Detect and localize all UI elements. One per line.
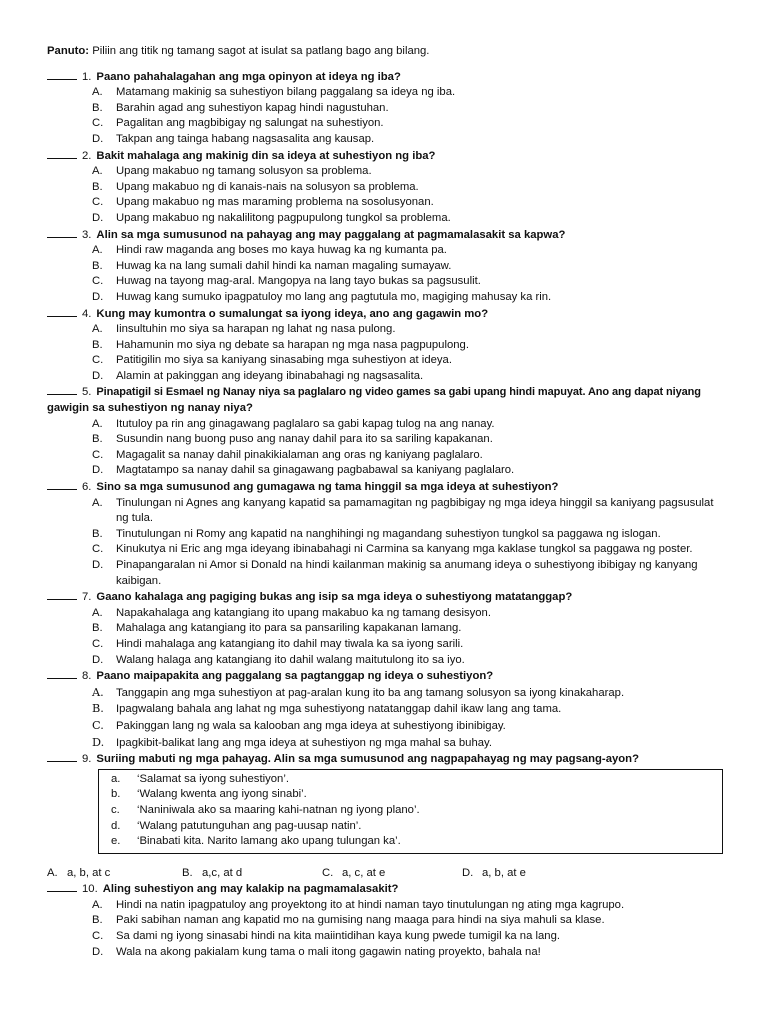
- question-6: [47, 479, 768, 589]
- statement-letter: a.: [111, 772, 121, 785]
- option-d: [92, 290, 768, 306]
- answer-blank[interactable]: [47, 306, 77, 317]
- option-c: [92, 637, 768, 653]
- option-text: Pinapangaralan ni Amor si Donald na hindi kailanman makinig sa anumang ideya o suhestiyong ibibigay ng kanyang kaibigan.: [116, 559, 698, 587]
- option-d: [92, 558, 768, 589]
- option-c: [92, 448, 768, 464]
- choice-b: [182, 866, 322, 882]
- question-number: 1.: [82, 70, 92, 83]
- options-list: [92, 496, 768, 590]
- option-text: Matamang makinig sa suhestiyon bilang paggalang sa ideya ng iba.: [116, 86, 456, 99]
- option-text: Ipagwalang bahala ang lahat ng mga suhestiyong natatanggap dahil ikaw lang ang tama.: [116, 703, 562, 716]
- option-text: Upang makabuo ng tamang solusyon sa problema.: [116, 165, 372, 178]
- option-text: Huwag ka na lang sumali dahil hindi ka naman magaling sumayaw.: [116, 259, 452, 272]
- option-letter: C.: [92, 275, 104, 288]
- option-a: [92, 243, 768, 259]
- question-text: Pinapatigil si Esmael ng Nanay niya sa paglalaro ng video games sa gabi upang hindi mapuyat. Ano ang dapat niyang: [96, 386, 701, 399]
- choice-text: a, c, at e: [342, 866, 386, 879]
- answer-blank[interactable]: [47, 668, 77, 679]
- option-c: [92, 195, 768, 211]
- option-letter: B.: [92, 702, 104, 716]
- option-letter: D.: [92, 945, 104, 958]
- option-text: Paki sabihan naman ang kapatid mo na gumising nang maaga para hindi na siya mahuli sa klase.: [116, 914, 605, 927]
- choice-letter: C.: [322, 866, 334, 879]
- statement-text: ‘Binabati kita. Narito lamang ako upang tulungan ka’.: [137, 835, 401, 848]
- question-7: [47, 589, 768, 668]
- option-text: Upang makabuo ng nakalilitong pagpupulong tungkol sa problema.: [116, 211, 451, 224]
- option-letter: C.: [92, 718, 104, 732]
- option-a: [92, 85, 768, 101]
- options-list: [92, 85, 768, 147]
- question-number: 2.: [82, 149, 92, 162]
- option-text: Takpan ang tainga habang nagsasalita ang kausap.: [116, 132, 375, 145]
- option-letter: D.: [92, 132, 104, 145]
- option-d: [92, 653, 768, 669]
- choice-letter: B.: [182, 866, 193, 879]
- option-text: Huwag kang sumuko ipagpatuloy mo lang ang pagtutula mo, magiging mahusay ka rin.: [116, 290, 552, 303]
- statement-d: [111, 819, 722, 835]
- option-b: [92, 338, 768, 354]
- option-letter: B.: [92, 433, 103, 446]
- option-text: Walang halaga ang katangiang ito dahil walang maitutulong ito sa iyo.: [116, 653, 465, 666]
- option-text: Tinulungan ni Agnes ang kanyang kapatid sa pamamagitan ng pagbibigay ng mga ideya hinggil sa kaniyang pagsusulat ng tula.: [116, 496, 714, 525]
- option-letter: D.: [92, 559, 104, 571]
- option-b: [92, 259, 768, 275]
- choice-text: a, b, at e: [482, 866, 526, 879]
- option-d: [92, 463, 768, 479]
- option-text: Pakinggan lang ng wala sa kalooban ang mga ideya at suhestiyong ibinibigay.: [116, 719, 506, 732]
- question-text: Suriing mabuti ng mga pahayag. Alin sa mga sumusunod ang nagpapahayag ng may pagsang-ayon?: [96, 753, 639, 766]
- option-text: Magagalit sa nanay dahil pinakikialaman ang oras ng kaniyang paglalaro.: [116, 448, 483, 461]
- choice-text: a,c, at d: [202, 866, 243, 879]
- question-10: [47, 881, 768, 960]
- statements-box: [98, 769, 723, 854]
- option-text: Barahin agad ang suhestiyon kapag hindi nagustuhan.: [116, 101, 389, 114]
- option-text: Sa dami ng iyong sinasabi hindi na kita maiintidihan kaya kung pwede tumigil ka na lang.: [116, 930, 560, 943]
- option-a: [92, 685, 768, 702]
- answer-blank[interactable]: [47, 148, 77, 159]
- option-letter: C.: [92, 117, 104, 130]
- options-list: [92, 164, 768, 226]
- option-text: Tanggapin ang mga suhestiyon at pag-aralan kung ito ba ang tamang solusyon sa iyong kinakaharap.: [116, 686, 625, 699]
- option-letter: A.: [92, 606, 103, 619]
- option-letter: A.: [92, 898, 103, 911]
- option-letter: B.: [92, 622, 103, 635]
- option-a: [92, 496, 768, 527]
- question-number: 6.: [82, 481, 92, 494]
- option-letter: A.: [92, 323, 103, 336]
- question-number: 5.: [82, 386, 92, 399]
- option-letter: D.: [92, 464, 104, 477]
- option-d: [92, 132, 768, 148]
- question-2: [47, 148, 768, 227]
- option-d: [92, 945, 768, 961]
- option-letter: C.: [92, 543, 104, 556]
- statement-b: [111, 787, 722, 803]
- option-text: Napakahalaga ang katangiang ito upang makabuo ka ng tamang desisyon.: [116, 606, 491, 619]
- option-letter: C.: [92, 930, 104, 943]
- option-letter: D.: [92, 653, 104, 666]
- option-letter: C.: [92, 354, 104, 367]
- statement-text: ‘Salamat sa iyong suhestiyon’.: [137, 772, 289, 785]
- option-b: [92, 701, 768, 718]
- question-text: Gaano kahalaga ang pagiging bukas ang isip sa mga ideya o suhestiyong matatanggap?: [96, 591, 573, 604]
- instructions-label: Panuto:: [47, 45, 90, 57]
- question-text: Paano maipapakita ang paggalang sa pagtanggap ng ideya o suhestiyon?: [96, 670, 494, 683]
- option-a: [92, 164, 768, 180]
- question-number: 7.: [82, 591, 92, 604]
- option-text: Hindi raw maganda ang boses mo kaya huwag ka ng kumanta pa.: [116, 244, 447, 257]
- option-c: [92, 542, 768, 558]
- option-c: [92, 718, 768, 735]
- option-letter: D.: [92, 735, 105, 749]
- option-letter: D.: [92, 290, 104, 303]
- answer-choices: [47, 866, 768, 882]
- option-text: Itutuloy pa rin ang ginagawang paglalaro sa gabi kapag tulog na ang nanay.: [116, 417, 495, 430]
- option-letter: A.: [92, 165, 103, 178]
- option-text: Kinukutya ni Eric ang mga ideyang ibinabahagi ni Carmina sa kanyang mga kaklase tungkol sa paggawa ng poster.: [116, 543, 693, 556]
- choice-c: [322, 866, 462, 882]
- choice-a: [47, 866, 182, 882]
- question-5: [47, 384, 768, 479]
- statement-text: ‘Naniniwala ako sa maaring kahi-natnan ng iyong plano’.: [137, 803, 420, 816]
- question-8: [47, 668, 768, 751]
- option-d: [92, 735, 768, 752]
- instructions-text: Piliin ang titik ng tamang sagot at isulat sa patlang bago ang bilang.: [92, 45, 430, 57]
- options-list: [92, 243, 768, 305]
- statement-e: [111, 834, 722, 850]
- question-number: 8.: [82, 670, 92, 683]
- question-text: Aling suhestiyon ang may kalakip na pagmamalasakit?: [102, 883, 399, 896]
- choice-letter: A.: [47, 866, 58, 879]
- option-a: [92, 898, 768, 914]
- options-list: [92, 417, 768, 479]
- choice-letter: D.: [462, 866, 474, 879]
- answer-blank[interactable]: [47, 881, 77, 892]
- choice-d: [462, 866, 526, 882]
- question-text: Bakit mahalaga ang makinig din sa ideya at suhestiyon ng iba?: [96, 149, 436, 162]
- answer-blank[interactable]: [47, 589, 77, 600]
- question-number: 10.: [82, 883, 98, 896]
- answer-blank[interactable]: [47, 751, 77, 762]
- option-text: Magtatampo sa nanay dahil sa ginagawang pagbabawal sa kaniyang paglalaro.: [116, 464, 515, 477]
- question-4: [47, 306, 768, 385]
- option-letter: C.: [92, 637, 104, 650]
- statement-text: ‘Walang kwenta ang iyong sinabi’.: [137, 788, 307, 801]
- question-number: 3.: [82, 228, 92, 241]
- option-c: [92, 274, 768, 290]
- question-number: 9.: [82, 753, 92, 766]
- option-letter: D.: [92, 211, 104, 224]
- option-text: Hindi na natin ipagpatuloy ang proyektong ito at hindi naman tayo tinutulungan ng ating mga kagrupo.: [116, 898, 625, 911]
- option-text: Upang makabuo ng mas maraming problema na sosolusyonan.: [116, 196, 434, 209]
- question-text: Paano pahahalagahan ang mga opinyon at ideya ng iba?: [96, 70, 401, 83]
- answer-blank[interactable]: [47, 479, 77, 490]
- question-text: Sino sa mga sumusunod ang gumagawa ng tama hinggil sa mga ideya at suhestiyon?: [96, 481, 559, 494]
- options-list: [92, 606, 768, 668]
- option-a: [92, 606, 768, 622]
- answer-blank[interactable]: [47, 227, 77, 238]
- option-text: Tinutulungan ni Romy ang kapatid na nanghihingi ng magandang suhestiyon tungkol sa paggawa ng islogan.: [116, 527, 661, 540]
- statement-letter: c.: [111, 803, 120, 816]
- options-list: [92, 322, 768, 384]
- option-letter: B.: [92, 259, 103, 272]
- options-list: [92, 685, 768, 751]
- question-number: 4.: [82, 307, 92, 320]
- option-text: Ipagkibit-balikat lang ang mga ideya at suhestiyon ng mga mahal sa buhay.: [116, 736, 492, 749]
- options-list: [92, 898, 768, 960]
- instructions: [47, 44, 768, 60]
- option-a: [92, 322, 768, 338]
- option-text: Patitigilin mo siya sa kaniyang sinasabing mga suhestiyon at ideya.: [116, 354, 452, 367]
- option-letter: A.: [92, 417, 103, 430]
- answer-blank[interactable]: [47, 384, 77, 395]
- question-9: [47, 751, 768, 768]
- statement-letter: e.: [111, 835, 121, 848]
- option-letter: C.: [92, 448, 104, 461]
- option-text: Huwag na tayong mag-aral. Mangopya na lang tayo bukas sa pagsusulit.: [116, 275, 481, 288]
- answer-blank[interactable]: [47, 69, 77, 80]
- statement-a: [111, 772, 722, 788]
- option-letter: A.: [92, 685, 104, 699]
- option-text: Susundin nang buong puso ang nanay dahil para ito sa sariling kapakanan.: [116, 433, 493, 446]
- option-letter: D.: [92, 369, 104, 382]
- option-letter: A.: [92, 86, 103, 99]
- statement-letter: b.: [111, 788, 121, 801]
- option-letter: C.: [92, 196, 104, 209]
- option-d: [92, 369, 768, 385]
- option-b: [92, 913, 768, 929]
- option-letter: B.: [92, 338, 103, 351]
- option-letter: A.: [92, 244, 103, 257]
- statement-text: ‘Walang patutunguhan ang pag-uusap natin’.: [137, 819, 362, 832]
- question-3: [47, 227, 768, 306]
- option-text: Upang makabuo ng di kanais-nais na solusyon sa problema.: [116, 180, 419, 193]
- option-c: [92, 929, 768, 945]
- question-text: Kung may kumontra o sumalungat sa iyong ideya, ano ang gagawin mo?: [96, 307, 489, 320]
- option-text: Alamin at pakinggan ang ideyang ibinabahagi ng nagsasalita.: [116, 369, 424, 382]
- option-b: [92, 621, 768, 637]
- option-b: [92, 180, 768, 196]
- option-text: Wala na akong pakialam kung tama o mali itong gagawin nating proyekto, bahala na!: [116, 945, 541, 958]
- option-letter: B.: [92, 527, 103, 540]
- option-d: [92, 211, 768, 227]
- option-text: Hahamunin mo siya ng debate sa harapan ng mga nasa pagpupulong.: [116, 338, 469, 351]
- question-1: [47, 69, 768, 148]
- option-text: Iinsultuhin mo siya sa harapan ng lahat ng nasa pulong.: [116, 323, 396, 336]
- option-letter: B.: [92, 180, 103, 193]
- option-letter: B.: [92, 101, 103, 114]
- option-b: [92, 101, 768, 117]
- option-letter: A.: [92, 496, 103, 509]
- option-text: Pagalitan ang magbibigay ng salungat na suhestiyon.: [116, 117, 384, 130]
- option-b: [92, 527, 768, 543]
- statement-c: [111, 803, 722, 819]
- option-text: Hindi mahalaga ang katangiang ito dahil may tiwala ka sa iyong sarili.: [116, 637, 464, 650]
- question-text: Alin sa mga sumusunod na pahayag ang may paggalang at pagmamalasakit sa kapwa?: [96, 228, 566, 241]
- option-letter: B.: [92, 914, 103, 927]
- choice-text: a, b, at c: [67, 866, 111, 879]
- option-c: [92, 116, 768, 132]
- statement-letter: d.: [111, 819, 121, 832]
- option-a: [92, 417, 768, 433]
- option-c: [92, 353, 768, 369]
- question-text-continued: gawigin sa suhestiyon ng nanay niya?: [47, 402, 253, 415]
- option-text: Mahalaga ang katangiang ito para sa pansariling kapakanan lamang.: [116, 622, 462, 635]
- option-b: [92, 432, 768, 448]
